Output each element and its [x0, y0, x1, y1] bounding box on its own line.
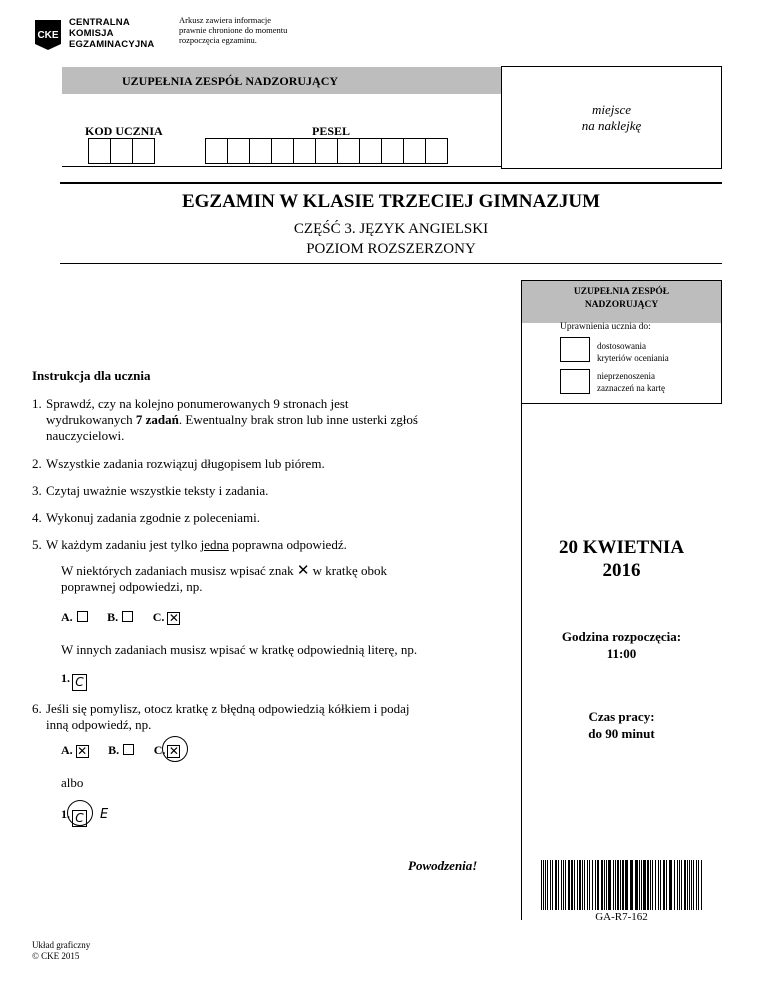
accommodations-subtitle: Uprawnienia ucznia do: — [560, 322, 651, 332]
instruction-4: 4. Wykonuj zadania zgodnie z poleceniami. — [32, 510, 260, 525]
start-time: Godzina rozpoczęcia: 11:00 — [561, 629, 682, 661]
instruction-5: 5. W każdym zadaniu jest tylko jedna poprawna odpowiedź. — [32, 537, 347, 552]
pesel-cell[interactable] — [227, 138, 250, 164]
pesel-cell[interactable] — [359, 138, 382, 164]
corrected-letter: E — [100, 807, 109, 822]
student-code-label: KOD UCZNIA — [85, 124, 163, 138]
instruction-6: 6. Jeśli się pomylisz, otocz kratkę z błędną odpowiedzią kółkiem i podaj inną odpowiedź, np. — [32, 701, 410, 732]
pesel-label: PESEL — [312, 124, 351, 138]
pesel-cell[interactable] — [403, 138, 426, 164]
cross-instruction: W niektórych zadaniach musisz wpisać znak ✕ w kratkę obok poprawnej odpowiedzi, np. — [61, 561, 388, 594]
checked-box-icon: ✕ — [168, 611, 179, 625]
instructions-heading: Instrukcja dla ucznia — [32, 368, 151, 383]
circled-letter-icon: C — [72, 806, 87, 827]
cke-logo-icon — [33, 18, 63, 52]
good-luck: Powodzenia! — [408, 858, 478, 873]
exam-title: EGZAMIN W KLASIE TRZECIEJ GIMNAZJUM — [181, 191, 601, 212]
accommodations-header: UZUPEŁNIA ZESPÓŁ NADZORUJĄCY — [522, 281, 721, 323]
supervisor-band — [62, 67, 502, 94]
exam-level: POZIOM ROZSZERZONY — [306, 241, 476, 257]
correction-example: A. ✕ B. C. ✕ — [61, 743, 179, 758]
no-transfer-checkbox[interactable] — [560, 369, 590, 394]
empty-box-icon — [123, 744, 134, 755]
barcode-icon — [541, 860, 705, 910]
footer: Układ graficzny © CKE 2015 — [32, 940, 91, 961]
student-code-cell[interactable] — [132, 138, 155, 164]
pesel-cell[interactable] — [293, 138, 316, 164]
adjusted-criteria-checkbox[interactable] — [560, 337, 590, 362]
instruction-1: 1. Sprawdź, czy na kolejno ponumerowanych 9 stronach jest wydrukowanych 7 zadań. Ewentualny brak stron lub inne usterki zgłoś nauczycielowi. — [32, 396, 418, 443]
empty-box-icon — [122, 611, 133, 622]
letter-correction-example: 1. C E — [61, 807, 109, 825]
empty-box-icon — [77, 611, 88, 622]
circled-box-icon: ✕ — [168, 744, 179, 758]
level-rule — [60, 263, 722, 264]
no-transfer-label: nieprzenoszenia zaznaczeń na kartę — [597, 371, 665, 393]
pesel-cell[interactable] — [249, 138, 272, 164]
confidentiality-notice: Arkusz zawiera informacje prawnie chronione do momentu rozpoczęcia egzaminu. — [179, 15, 288, 45]
title-rule — [60, 182, 722, 184]
sticker-label: miejsce na naklejkę — [581, 102, 642, 133]
supervisor-band-title: UZUPEŁNIA ZESPÓŁ NADZORUJĄCY — [122, 74, 339, 88]
adjusted-criteria-label: dostosowania kryteriów oceniania — [597, 341, 669, 363]
exam-date: 20 KWIETNIA 2016 — [558, 537, 685, 581]
barcode-code: GA-R7-162 — [595, 911, 648, 923]
or-label: albo — [61, 775, 84, 790]
instruction-3: 3. Czytaj uważnie wszystkie teksty i zadania. — [32, 483, 269, 498]
cross-mark-icon: ✕ — [296, 561, 310, 579]
duration: Czas pracy: do 90 minut — [588, 709, 655, 741]
letter-example: 1. C — [61, 670, 87, 691]
letter-instruction: W innych zadaniach musisz wpisać w kratkę odpowiednią literę, np. — [61, 642, 418, 657]
pesel-cell[interactable] — [205, 138, 228, 164]
cross-example: A. B. C. ✕ — [61, 610, 179, 625]
divider — [62, 166, 502, 167]
pesel-cell[interactable] — [381, 138, 404, 164]
letter-box: C — [72, 674, 87, 691]
pesel-cell[interactable] — [271, 138, 294, 164]
pesel-cell[interactable] — [425, 138, 448, 164]
pesel-cell[interactable] — [315, 138, 338, 164]
checked-box-icon: ✕ — [77, 744, 88, 758]
student-code-field[interactable] — [88, 138, 155, 164]
pesel-cell[interactable] — [337, 138, 360, 164]
student-code-cell[interactable] — [88, 138, 111, 164]
svg-text:CKE: CKE — [37, 30, 59, 41]
institution-name: CENTRALNA KOMISJA EGZAMINACYJNA — [69, 17, 155, 50]
student-code-cell[interactable] — [110, 138, 133, 164]
pesel-field[interactable] — [205, 138, 448, 164]
exam-part: CZĘŚĆ 3. JĘZYK ANGIELSKI — [293, 221, 489, 237]
instruction-2: 2. Wszystkie zadania rozwiązuj długopisem lub piórem. — [32, 456, 325, 471]
